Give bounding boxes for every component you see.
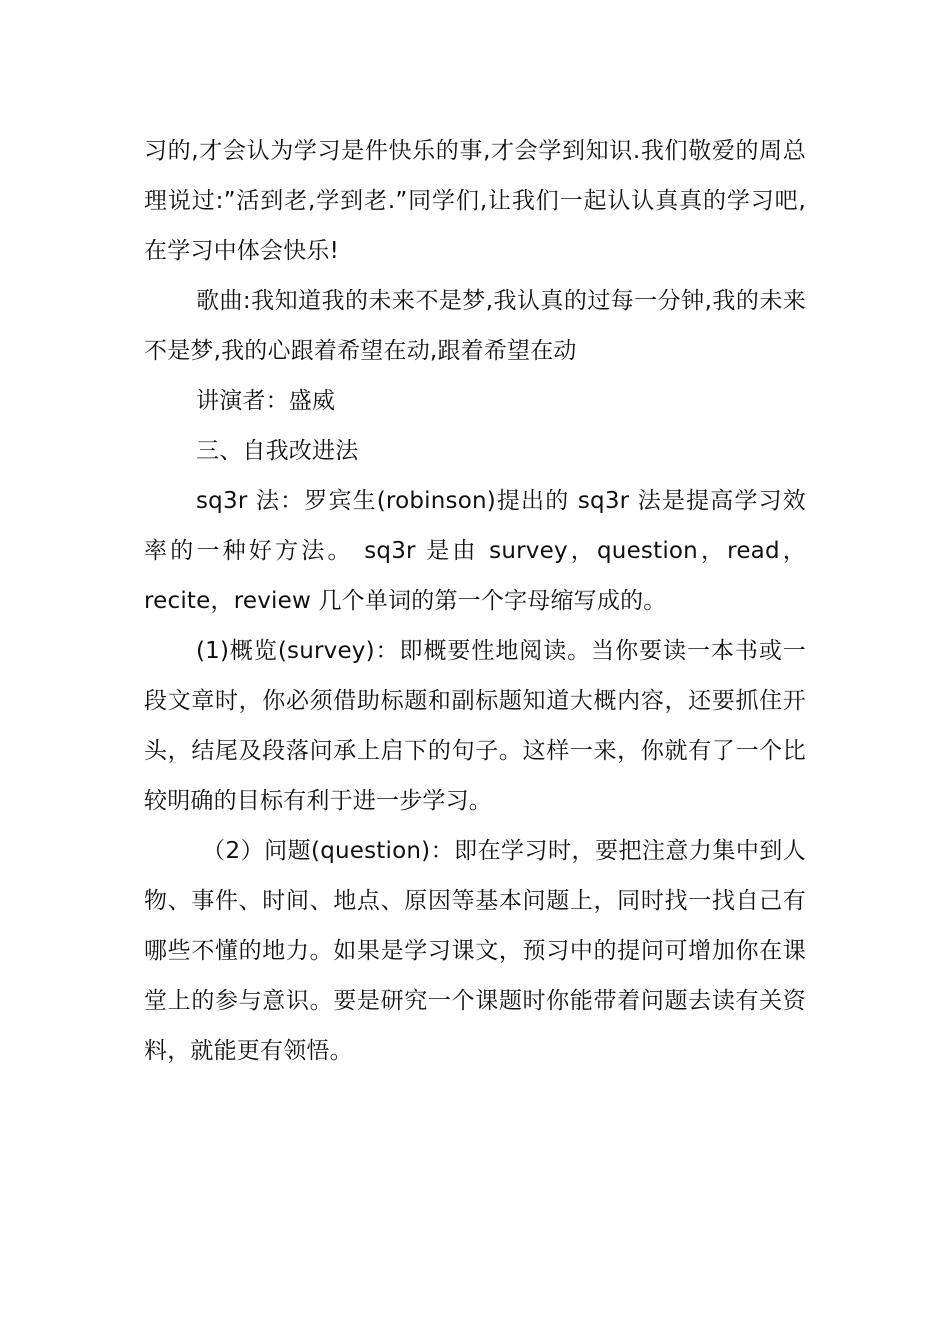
paragraph-sq3r-intro: sq3r 法：罗宾生(robinson)提出的 sq3r 法是提高学习效率的一种好方法。 sq3r 是由 survey，question，read，recite，review 几个单词的第一个字母缩写成的。: [144, 488, 806, 614]
paragraph-survey: (1)概览(survey)：即概要性地阅读。当你要读一本书或一段文章时，你必须借助标题和副标题知道大概内容，还要抓住开头，结尾及段落问承上启下的句子。这样一来，你就有了一个比较明确的目标有利于进一步学习。: [144, 638, 806, 814]
document-body: [144, 126, 806, 1076]
paragraph-intro-continuation: 习的,才会认为学习是件快乐的事,才会学到知识.我们敬爱的周总理说过:”活到老,学到老.”同学们,让我们一起认认真真的学习吧,在学习中体会快乐!: [144, 138, 806, 264]
paragraph-song: 歌曲:我知道我的未来不是梦,我认真的过每一分钟,我的未来不是梦,我的心跟着希望在动,跟着希望在动: [144, 288, 806, 364]
paragraph-question: （2）问题(question)：即在学习时，要把注意力集中到人物、事件、时间、地点、原因等基本问题上，同时找一找自己有哪些不懂的地力。如果是学习课文，预习中的提问可增加你在课堂上的参与意识。要是研究一个课题时你能带着问题去读有关资料，就能更有领悟。: [144, 838, 806, 1064]
section-heading: 三、自我改进法: [196, 438, 359, 464]
paragraph-speaker: 讲演者：盛威: [196, 388, 336, 414]
